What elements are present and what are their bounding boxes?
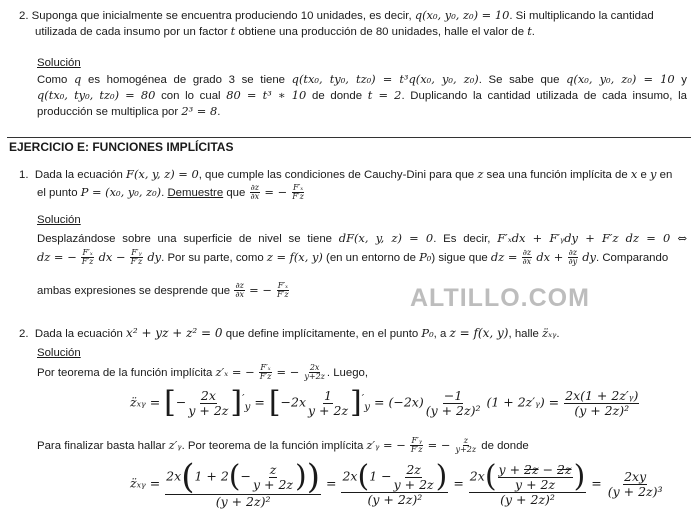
e1-sol-line-3: ambas expresiones se desprende que $\frac{\partial z}{\partial x}$ = − $\frac{\text{F′ₓ}}{F'z}$	[37, 281, 289, 300]
fraction: $\frac{\text{F′ᵧ}}{F'z}$	[130, 248, 143, 267]
fraction: $\frac{\text{F′ᵧ}}{F'z}$	[410, 436, 423, 455]
f-ratio-fraction: $\frac{\text{F′ₓ}}{F'z}$	[277, 281, 289, 300]
fraction: $\frac{2xy}{\text{(y + 2z)³}}$	[607, 469, 663, 499]
solution-heading-3: Solución	[37, 347, 81, 359]
fraction: 2x(1 + 2(− $\frac{z}{y + 2z}$ )) (y + 2z)²	[166, 457, 320, 509]
solution-heading-1: Solución	[37, 57, 81, 69]
f-ratio-fraction: $\frac{\text{F′ₓ}}{F'z}$	[292, 183, 304, 202]
watermark-logo: ALTILLO.COM	[410, 284, 590, 312]
e2-sol-line-1: Por teorema de la función implícita z′ₓ = − $\frac{\text{F′ₓ}}{F'z}$ = − $\frac{2x}{y+2z}$ . Luego,	[37, 363, 369, 382]
e1-line-1: 1. Dada la ecuación F(x, y, z) = 0, que cumple las condiciones de Cauchy-Dini para que z sea una función implícita de x e y en	[19, 167, 673, 181]
e1-sol-line-2: dz = − $\frac{\text{F′ₓ}}{F'z}$ dx − $\frac{\text{F′ᵧ}}{F'z}$ dy. Por su parte, como z = f(x, y) (en un entorno de P₀) sigue que dz = $\frac{\partial z}{\partial x}$ dx + $\frac{\partial z}{\partial y}$ dy. Comparando	[37, 248, 669, 267]
sol1-line-2: q(tx₀, ty₀, tz₀) = 80 con lo cual 80 = t³ ∗ 10 de donde t = 2. Duplicando la cantidad utilizada de cada insumo, la	[37, 88, 687, 102]
fraction: $\frac{z}{y+2z}$	[455, 436, 477, 455]
demuestre-link: Demuestre	[167, 186, 224, 199]
partial-fraction: $\frac{\partial z}{\partial x}$	[250, 183, 260, 202]
e2-sol-line-2: Para finalizar basta hallar z′ᵧ. Por teorema de la función implícita z′ᵧ = − $\frac{\text{F′ᵧ}}{F'z}$ = − $\frac{z}{y+2z}$ de donde	[37, 436, 529, 455]
partial-fraction: $\frac{\partial z}{\partial x}$	[235, 281, 244, 300]
fraction: $\frac{2x}{y+2z}$	[304, 363, 325, 382]
sol1-line-1: Como q es homogénea de grado 3 se tiene q(tx₀, ty₀, tz₀) = t³q(x₀, y₀, z₀). Se sabe que q(x₀, y₀, z₀) = 10 y	[37, 72, 687, 86]
e2-line-1: 2. Dada la ecuación x² + yz + z² = 0 que define implícitamente, en el punto P₀, a z = f(x, y), halle z̈ₓᵧ.	[19, 326, 560, 340]
e1-number: 1.	[19, 169, 29, 181]
e1-sol-line-1: Desplazándose sobre una superficie de nivel se tiene dF(x, y, z) = 0. Es decir, F′ₓdx + F′ᵧdy + F′z dz = 0 ⇔	[37, 231, 687, 245]
equation-2: z̈ₓᵧ = 2x(1 + 2(− $\frac{z}{y + 2z}$ )) (y + 2z)² = 2x(1 − $\frac{2z}{y + 2z}$ ) (y + 2z)² = 2x( $\frac{y + 2z - 2z}{y + 2z}$ ) (y + 2z)² = $\frac{2xy}{\text{(y + 2z)³}}$	[130, 457, 663, 509]
e2-number: 2.	[19, 328, 29, 340]
q2-line-1: 2. Suponga que inicialmente se encuentra produciendo 10 unidades, es decir, q(x₀, y₀, z₀) = 10. Si multiplicando la cantidad	[19, 8, 654, 22]
fraction: $\frac{\text{F′ₓ}}{F'z}$	[259, 363, 272, 382]
fraction: $\frac{\partial z}{\partial y}$	[568, 248, 578, 267]
sol1-line-3: producción se multiplica por 2³ = 8.	[37, 104, 221, 118]
e1-line-2: el punto P = (x₀, y₀, z₀). Demuestre que $\frac{\partial z}{\partial x}$ = − $\frac{\text{F′ₓ}}{F'z}$	[37, 183, 304, 202]
fraction: $\frac{\text{2x(1 + 2z′ᵧ)}}{\text{(y + 2z)²}}$	[565, 388, 639, 418]
fraction: $\frac{1}{y + 2z}$	[308, 388, 349, 418]
fraction: 2x( $\frac{y + 2z - 2z}{y + 2z}$ ) (y + 2z)²	[469, 459, 586, 507]
section-divider	[7, 137, 691, 138]
equation-1: z̈ₓᵧ = [− $\frac{2x}{y + 2z}$ ]$'_y = [-2x$ $\frac{1}{y + 2z}$ ]$'_y = (-2x)$ $\frac{-1}{\text{(y + 2z)²}}$ (1 + 2z′ᵧ) = $\frac{\text{2x(1 + 2z′ᵧ)}}{\text{(y + 2z)²}}$	[130, 385, 639, 420]
fraction: $\frac{2x}{y + 2z}$	[188, 388, 229, 418]
fraction: 2x(1 − $\frac{2z}{y + 2z}$ ) (y + 2z)²	[342, 459, 448, 507]
solution-heading-2: Solución	[37, 214, 81, 226]
q2-line-2: utilizada de cada insumo por un factor t obtiene una producción de 80 unidades, halle el valor de t.	[35, 24, 535, 38]
fraction: $\frac{\text{F′ₓ}}{F'z}$	[81, 248, 94, 267]
fraction: $\frac{\partial z}{\partial x}$	[522, 248, 532, 267]
fraction: $\frac{-1}{\text{(y + 2z)²}}$	[425, 388, 481, 418]
q2-number: 2.	[19, 10, 29, 22]
section-title: EJERCICIO E: FUNCIONES IMPLÍCITAS	[9, 140, 234, 154]
